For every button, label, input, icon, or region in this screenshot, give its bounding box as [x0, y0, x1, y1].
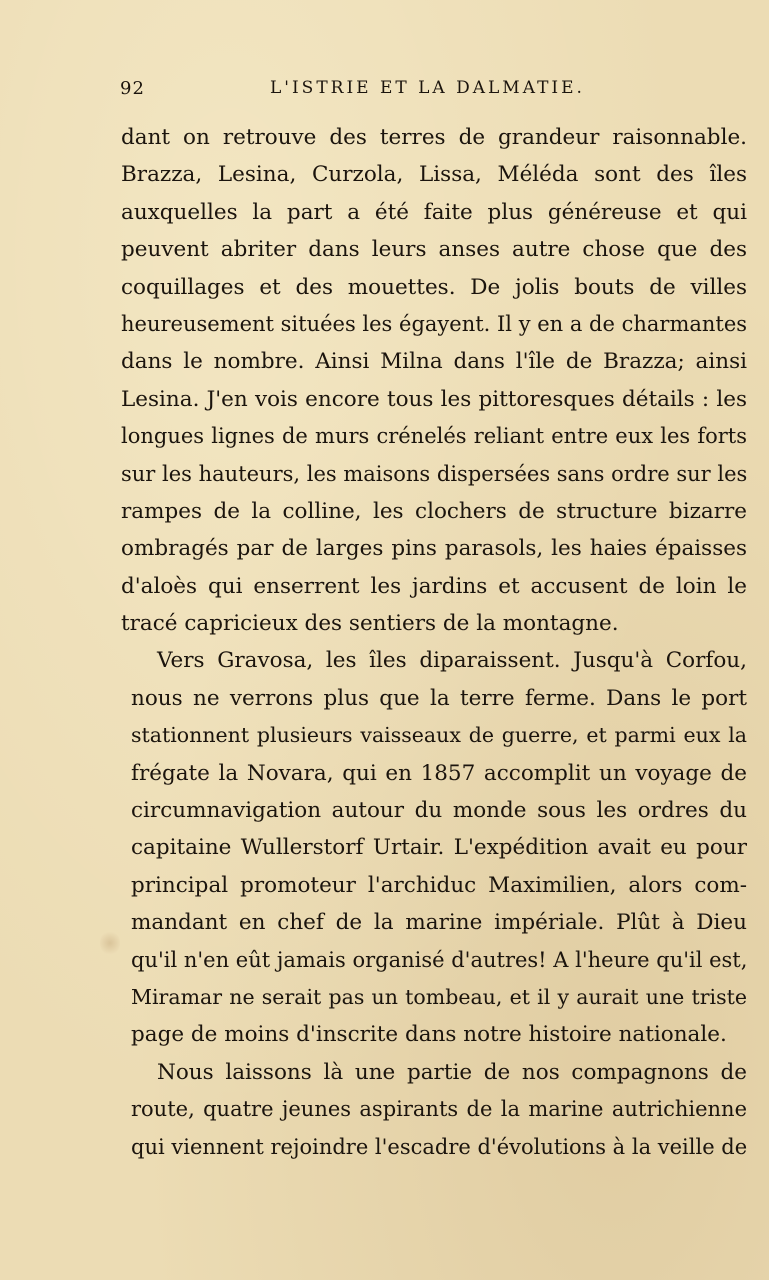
text-line: circumnavigation autour du monde sous les ordres du: [131, 798, 747, 824]
text-line: heureusement situées les égayent. Il y en a de charmantes: [121, 311, 747, 336]
text-line: capitaine Wullerstorf Urtair. L'expédition avait eu pour: [131, 835, 747, 861]
text-line: qu'il n'en eût jamais organisé d'autres! A l'heure qu'il est,: [131, 947, 747, 972]
text-line: ombragés par de larges pins parasols, les haies épaisses: [121, 536, 747, 562]
text-line: Vers Gravosa, les îles diparaissent. Jusqu'à Corfou,: [157, 648, 747, 674]
text-line: Miramar ne serait pas un tombeau, et il y aurait une triste: [131, 984, 747, 1009]
text-line: principal promoteur l'archiduc Maximilien, alors com-: [131, 872, 747, 898]
text-line: sur les hauteurs, les maisons dispersées sans ordre sur les: [121, 461, 747, 486]
body-text: [121, 119, 747, 1166]
text-line: qui viennent rejoindre l'escadre d'évolutions à la veille de: [131, 1134, 747, 1159]
text-line: dant on retrouve des terres de grandeur raisonnable.: [121, 125, 747, 150]
text-line: Lesina. J'en vois encore tous les pittoresques détails : les: [121, 386, 747, 412]
page-number: 92: [120, 78, 145, 99]
running-title: L'ISTRIE ET LA DALMATIE.: [270, 78, 585, 98]
text-line: Brazza, Lesina, Curzola, Lissa, Méléda sont des îles: [121, 162, 747, 188]
text-line: rampes de la colline, les clochers de structure bizarre: [121, 498, 747, 524]
text-line: longues lignes de murs crénelés reliant entre eux les forts: [121, 424, 747, 449]
paper-stain: [100, 930, 120, 956]
text-line: Nous laissons là une partie de nos compagnons de: [157, 1059, 747, 1085]
text-line: stationnent plusieurs vaisseaux de guerre, et parmi eux la: [131, 723, 747, 748]
text-line: tracé capricieux des sentiers de la montagne.: [121, 611, 619, 637]
text-line: peuvent abriter dans leurs anses autre chose que des: [121, 237, 747, 263]
text-line: page de moins d'inscrite dans notre histoire nationale.: [131, 1022, 727, 1048]
text-line: frégate la Novara, qui en 1857 accomplit un voyage de: [131, 760, 747, 786]
page-header: [120, 78, 604, 102]
text-line: mandant en chef de la marine impériale. Plût à Dieu: [131, 910, 747, 936]
text-line: d'aloès qui enserrent les jardins et accusent de loin le: [121, 573, 747, 599]
text-line: dans le nombre. Ainsi Milna dans l'île de Brazza; ainsi: [121, 349, 747, 375]
text-line: nous ne verrons plus que la terre ferme. Dans le port: [131, 685, 747, 711]
text-line: auxquelles la part a été faite plus généreuse et qui: [121, 199, 747, 225]
text-line: coquillages et des mouettes. De jolis bouts de villes: [121, 274, 747, 300]
text-line: route, quatre jeunes aspirants de la marine autrichienne: [131, 1097, 747, 1122]
